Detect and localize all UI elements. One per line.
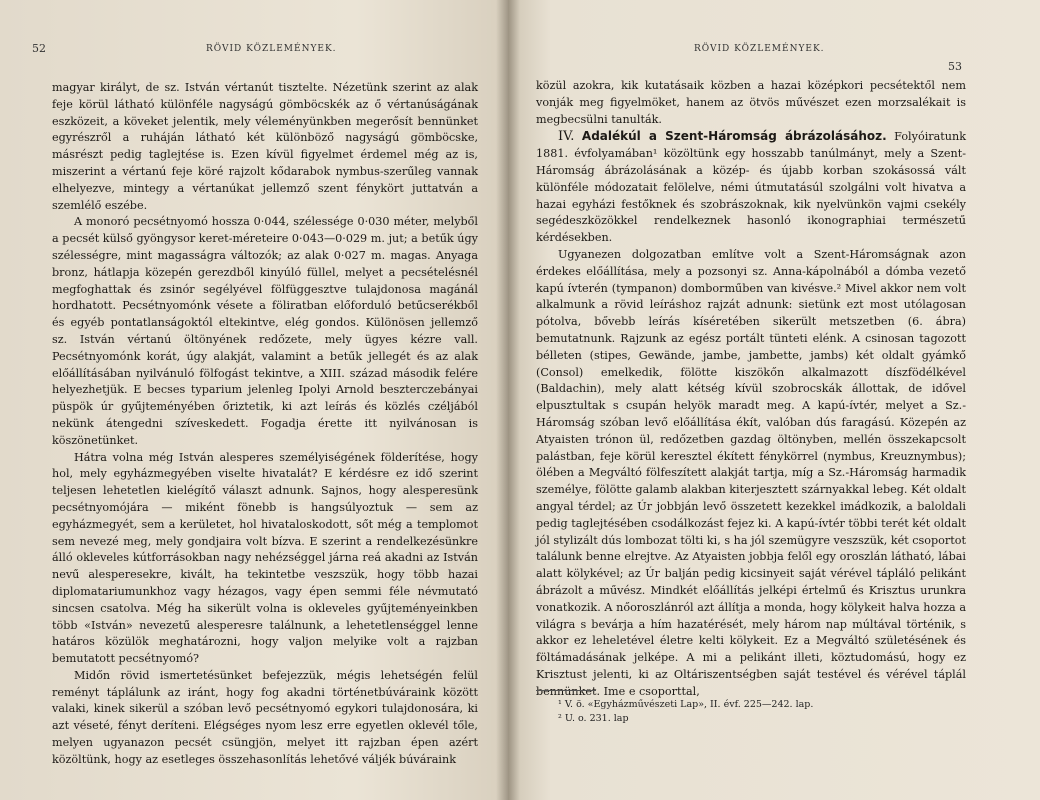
book-gutter	[496, 0, 520, 800]
paragraph: közül azokra, kik kutatásaik közben a hazai középkori pecsétektől nem vonják meg figyelmöket, hanem az ötvös művészet ezen morzsalékait is megbecsülni tanulták.	[536, 79, 966, 126]
right-text-column	[536, 78, 966, 700]
running-head-left: RÖVID KÖZLEMÉNYEK.	[206, 44, 337, 54]
section-paragraph	[536, 128, 966, 247]
footnotes	[538, 698, 958, 726]
paragraph: Midőn rövid ismertetésünket befejezzük, mégis lehetségén felül reményt táplálunk az iránt, hogy fog akadni történetbúváraink között valaki, kinek sikerül a szóban levő pecsétnyomó egykori tulajdonosára, ki azt véseté, fényt deríteni. Elégséges nyom lesz erre egyetlen oklevél tőle, melyen ugyanazon pecsét csüngjön, melyet itt rajzban épen azért közöltünk, hogy az esetleges összehasonlítás lehetővé váljék búváraink	[52, 668, 478, 766]
left-page	[0, 0, 508, 800]
section-number: IV.	[558, 129, 575, 145]
right-page	[508, 0, 1040, 800]
footnote: ² U. o. 231. lap	[558, 713, 629, 724]
left-text-column	[52, 80, 478, 769]
running-head-right: RÖVID KÖZLEMÉNYEK.	[694, 44, 825, 54]
paragraph: A monoró pecsétnyomó hossza 0·044, szélessége 0·030 méter, melyből a pecsét külső gyöngysor keret-méreteire 0·043—0·029 m. jut; a betűk úgy szélességre, mint magasságra változók; az alak 0·027 m. magas. Anyaga bronz, hátlapja közepén gerezdből kinyúló füllel, melyet a pecsételésnél megfoghattak és zsinór segélyével fölfüggesztve tulajdonosa magánál hordhatott. Pecsétnyomónk vésete a föliratban előforduló betűcserékből és egyéb pontatlanságoktól eltekintve, elég gondos. Különösen jellemző sz. István vértanú öltönyének redőzete, mely ügyes kézre vall. Pecsétnyomónk korát, úgy alakját, valamint a betűk jellegét és az alak előállításában nyilvánuló fölfogást tekintve, a XIII. század második felére helyezhetjük. E becses typarium jelenleg Ipolyi Arnold beszterczebányai püspök úr gyűjteményében őriztetik, ki azt leírás és közlés czéljából nekünk átengedni szíveskedett. Fogadja érette itt nyilvánosan is köszönetünket.	[52, 215, 478, 447]
section-text: Folyóiratunk 1881. évfolyamában¹ közöltünk egy hosszabb tanúlmányt, mely a Szent-Háromság ábrázolásának a közép- és újabb korban szokásossá vált különféle módozatait felölelve, némi útmutatásúl szolgálni volt hivatva a hazai egyházi festőknek és szobrászoknak, kik nyelvünkön vajmi csekély segédeszközökkel rendelkeznek hasonló ikonographiai természetű kérdésekben.	[536, 130, 966, 245]
footnote-divider	[536, 690, 596, 691]
paragraph: magyar királyt, de sz. István vértanút tisztelte. Nézetünk szerint az alak feje körül látható különféle nagyságú gömböcskék az ő vértanúságának eszközeit, a köveket jelentik, mely véleményünkben megerősít bennünket egyrészről a ruháján látható két különböző nagyságú gömböcske, másrészt pedig taglejtése is. Ezen kívül figyelmet érdemel még az is, miszerint a vértanú feje köré rajzolt kődarabok nymbus-szerűleg vannak elhelyezve, mintegy a vértanúkat jellemző szent fénykört juttatván a szemlélő eszébe.	[52, 81, 478, 212]
page-number-right: 53	[948, 60, 962, 73]
paragraph: Hátra volna még István alesperes személyiségének földerítése, hogy hol, mely egyházmegyében viselte hivatalát? E kérdésre ez idő szerint teljesen lehetetlen kielégítő választ adnunk. Sajnos, hogy alesperesünk pecsétnyomójára — miként fönebb is hangsúlyoztuk — sem az egyházmegyét, sem a kerületet, hol hivataloskodott, sőt még a templomot sem nevezé meg, mely gondjaira volt bízva. E szerint a rendelkezésünkre álló okleveles kútforrásokban nagy nehézséggel járna reá akadni az István nevű alesperesekre, kivált, ha tekintetbe veszszük, hogy több hazai diplomatariumunkhoz vagy hézagos, vagy épen semmi féle névmutató sincsen csatolva. Még ha sikerült volna is okleveles gyűjteményeinkben több «István» nevezetű alesperesre találnunk, a lehetetlenséggel lenne határos közülök meghatározni, hogy valjon melyike volt a rajzban bemutatott pecsétnyomó?	[52, 450, 478, 666]
paragraph: Ugyanezen dolgozatban említve volt a Szent-Háromságnak azon érdekes előállítása, mely a pozsonyi sz. Anna-kápolnából a dómba vezető kapú ívterén (tympanon) domborműben van kivésve.² Mivel akkor nem volt alkalmunk a rövid leíráshoz rajzát adnunk: sietünk ezt most utólagosan pótolva, bővebb leírás kíséretében sikerült metszetben (6. ábra) bemutatnunk. Rajzunk az egész portált tünteti elénk. A csinosan tagozott bélleten (stipes, Gewände, jambe, jambette, jambs) két oldalt gyámkő (Consol) emelkedik, fölötte kiszökőn alkalmazott díszfödélkével (Baldachin), mely alatt kétség kívül szobrocskák állottak, de idővel elpusztultak s csupán helyök maradt meg. A kapú-ívtér, melyet a Sz.-Háromság szóban levő előállítása ékít, valóban dús faragású. Közepén az Atyaisten trónon ül, redőzetben gazdag öltönyben, mellén összekapcsolt palástban, feje körül keresztel ékített fénykörrel (nymbus, Kreuznymbus); ölében a Megváltó fölfeszített alakját tartja, míg a Sz.-Háromság harmadik személye, fölötte galamb alakban kiterjesztett szárnyakkal lebeg. Két oldalt angyal térdel; az Úr jobbján levő összetett kezekkel imádkozik, a baloldali pedig taglejtésében csodálkozást fejez ki. A kapú-ívtér többi terét két oldalt jól stylizált dús lombozat tölti ki, s ha jól szemügyre veszszük, két csoportot találunk benne elrejtve. Az Atyaisten jobbja felől egy oroszlán látható, lábai alatt kölykével; az Úr balján pedig kicsinyeit saját vérével tápláló pelikánt ábrázolt a művész. Mindkét előállítás jelképi értelmű és Krisztus urunkra vonatkozik. A nőoroszlánról azt állítja a monda, hogy kölykeit halva hozza a világra s bevárja a hím hazatérését, mely három nap múltával történik, s akkor ez leheletével életre kelti kölykeit. Ez a Megváltó születésének és föltámadásának jelképe. A mi a pelikánt illeti, köztudomású, hogy ez Krisztust jelenti, ki az Oltáriszentségben saját testével és vérével táplál bennünket. Ime e csoporttal,	[536, 247, 966, 698]
footnote: ¹ V. ö. «Egyházművészeti Lap», II. évf. 225—242. lap.	[558, 699, 814, 710]
section-title: Adalékúl a Szent-Háromság ábrázolásához.	[581, 129, 887, 144]
page-number-left: 52	[32, 42, 46, 55]
